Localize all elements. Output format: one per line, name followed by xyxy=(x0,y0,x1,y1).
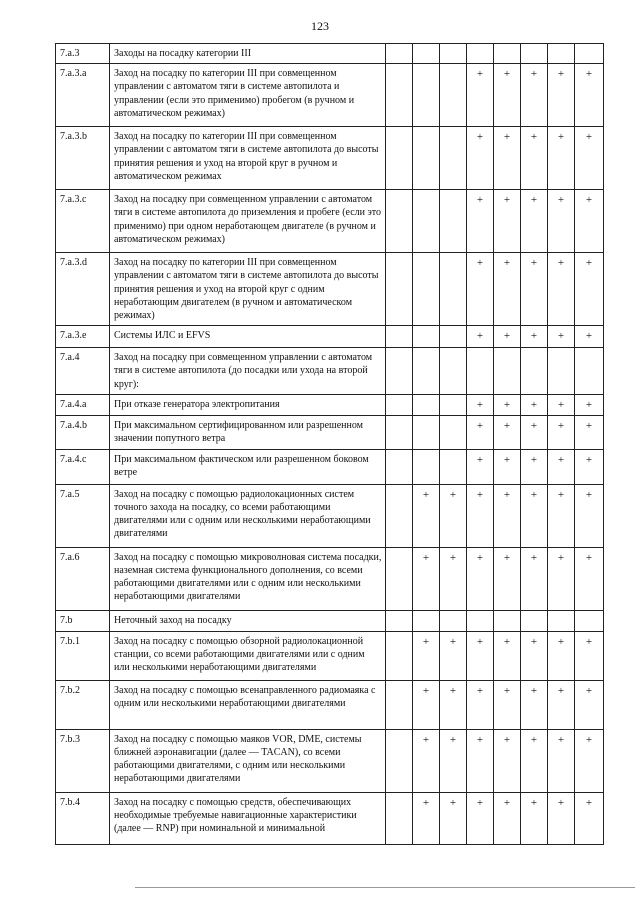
mark-cell xyxy=(386,190,413,253)
mark-cell: + xyxy=(467,792,494,844)
mark-cell xyxy=(494,348,521,395)
mark-cell: + xyxy=(413,631,440,680)
row-description: Заход на посадку при совмещенном управлении с автоматом тяги в системе автопилота (до посадки или ухода на второй круг): xyxy=(110,348,386,395)
mark-cell: + xyxy=(575,326,604,348)
row-description: При максимальном сертифицированном или разрешенном значении попутного ветра xyxy=(110,416,386,449)
row-description: Заход на посадку по категории III при совмещенном управлении с автоматом тяги в системе автопилота и управлении (если это применимо) пробегом (в ручном и автоматическом режимах) xyxy=(110,64,386,127)
mark-cell xyxy=(386,631,413,680)
mark-cell: + xyxy=(521,729,548,792)
mark-cell: + xyxy=(467,484,494,547)
row-description: Заход на посадку по категории III при совмещенном управлении с автоматом тяги в системе автопилота до высоты принятия решения и уход на второй круг с одним неработающим двигателем (в ручном и автоматическом режимах) xyxy=(110,253,386,326)
mark-cell xyxy=(440,253,467,326)
mark-cell xyxy=(440,348,467,395)
mark-cell: + xyxy=(548,395,575,416)
row-code: 7.a.3 xyxy=(56,44,110,64)
row-code: 7.b.1 xyxy=(56,631,110,680)
mark-cell: + xyxy=(467,395,494,416)
mark-cell xyxy=(440,449,467,484)
mark-cell: + xyxy=(467,64,494,127)
mark-cell: + xyxy=(521,253,548,326)
mark-cell: + xyxy=(494,631,521,680)
mark-cell xyxy=(440,326,467,348)
mark-cell: + xyxy=(494,395,521,416)
mark-cell: + xyxy=(575,190,604,253)
mark-cell xyxy=(386,253,413,326)
mark-cell: + xyxy=(575,547,604,610)
row-code: 7.a.4.c xyxy=(56,449,110,484)
row-code: 7.a.3.e xyxy=(56,326,110,348)
table-row xyxy=(56,44,604,64)
mark-cell xyxy=(413,395,440,416)
row-code: 7.b.4 xyxy=(56,792,110,844)
row-description: Заход на посадку с помощью средств, обеспечивающих необходимые требуемые навигационные характеристики (далее — RNP) при номинальной и минимальной xyxy=(110,792,386,844)
mark-cell xyxy=(386,449,413,484)
mark-cell: + xyxy=(413,484,440,547)
row-description: При максимальном фактическом или разрешенном боковом ветре xyxy=(110,449,386,484)
mark-cell: + xyxy=(575,484,604,547)
mark-cell: + xyxy=(521,449,548,484)
row-code: 7.a.5 xyxy=(56,484,110,547)
mark-cell: + xyxy=(548,190,575,253)
mark-cell xyxy=(413,416,440,449)
table-body xyxy=(56,44,604,845)
mark-cell xyxy=(386,416,413,449)
mark-cell: + xyxy=(521,64,548,127)
row-description: Заход на посадку при совмещенном управлении с автоматом тяги в системе автопилота до приземления и пробеге (если это применимо) при одном неработающем двигателе (в ручном и автоматическом режимах) xyxy=(110,190,386,253)
mark-cell xyxy=(440,44,467,64)
mark-cell xyxy=(575,44,604,64)
table-row xyxy=(56,253,604,326)
table-row xyxy=(56,792,604,844)
mark-cell: + xyxy=(548,680,575,729)
mark-cell xyxy=(413,610,440,631)
mark-cell: + xyxy=(548,64,575,127)
mark-cell: + xyxy=(494,547,521,610)
mark-cell xyxy=(386,348,413,395)
mark-cell xyxy=(440,610,467,631)
mark-cell xyxy=(521,44,548,64)
row-code: 7.a.3.b xyxy=(56,127,110,190)
mark-cell: + xyxy=(467,631,494,680)
mark-cell: + xyxy=(548,631,575,680)
mark-cell: + xyxy=(440,547,467,610)
row-code: 7.b.2 xyxy=(56,680,110,729)
mark-cell: + xyxy=(548,484,575,547)
mark-cell: + xyxy=(521,395,548,416)
mark-cell: + xyxy=(494,253,521,326)
table-row xyxy=(56,416,604,449)
table-row xyxy=(56,326,604,348)
mark-cell xyxy=(386,484,413,547)
table-row xyxy=(56,484,604,547)
mark-cell: + xyxy=(440,631,467,680)
mark-cell xyxy=(413,326,440,348)
table-row xyxy=(56,631,604,680)
mark-cell xyxy=(386,610,413,631)
mark-cell xyxy=(413,190,440,253)
mark-cell: + xyxy=(575,449,604,484)
mark-cell: + xyxy=(467,416,494,449)
table-row xyxy=(56,547,604,610)
mark-cell: + xyxy=(494,127,521,190)
table-row xyxy=(56,395,604,416)
mark-cell xyxy=(386,44,413,64)
mark-cell: + xyxy=(494,64,521,127)
mark-cell: + xyxy=(548,253,575,326)
mark-cell xyxy=(440,190,467,253)
table-row xyxy=(56,348,604,395)
bottom-rule xyxy=(135,887,635,888)
row-description: Заход на посадку с помощью обзорной радиолокационной станции, со всеми работающими двигателями или с одним или несколькими неработающими двигателями xyxy=(110,631,386,680)
mark-cell: + xyxy=(494,680,521,729)
mark-cell: + xyxy=(521,416,548,449)
table-row xyxy=(56,127,604,190)
mark-cell: + xyxy=(575,792,604,844)
mark-cell: + xyxy=(521,792,548,844)
table-row xyxy=(56,729,604,792)
table-row xyxy=(56,190,604,253)
mark-cell xyxy=(521,348,548,395)
row-code: 7.a.4.a xyxy=(56,395,110,416)
mark-cell: + xyxy=(494,449,521,484)
row-code: 7.a.4 xyxy=(56,348,110,395)
row-description: Заход на посадку с помощью всенаправленного радиомаяка с одним или несколькими неработающими двигателями xyxy=(110,680,386,729)
mark-cell xyxy=(413,127,440,190)
mark-cell xyxy=(413,64,440,127)
row-description: Заход на посадку с помощью маяков VOR, DME, системы ближней аэронавигации (далее — TACAN), со всеми работающими двигателями, с одним или несколькими неработающими двигателями xyxy=(110,729,386,792)
mark-cell: + xyxy=(521,547,548,610)
mark-cell xyxy=(440,64,467,127)
mark-cell: + xyxy=(440,729,467,792)
mark-cell xyxy=(386,326,413,348)
mark-cell xyxy=(386,792,413,844)
mark-cell: + xyxy=(494,416,521,449)
mark-cell: + xyxy=(548,127,575,190)
table-row xyxy=(56,610,604,631)
mark-cell: + xyxy=(467,127,494,190)
mark-cell xyxy=(413,44,440,64)
mark-cell: + xyxy=(413,680,440,729)
mark-cell: + xyxy=(521,326,548,348)
mark-cell: + xyxy=(440,792,467,844)
mark-cell xyxy=(467,44,494,64)
row-code: 7.b xyxy=(56,610,110,631)
mark-cell xyxy=(521,610,548,631)
requirements-table xyxy=(55,43,604,845)
mark-cell: + xyxy=(548,729,575,792)
mark-cell xyxy=(386,680,413,729)
mark-cell: + xyxy=(575,395,604,416)
mark-cell: + xyxy=(575,253,604,326)
mark-cell: + xyxy=(575,416,604,449)
mark-cell: + xyxy=(494,729,521,792)
mark-cell: + xyxy=(521,680,548,729)
page-number: 123 xyxy=(311,19,329,33)
mark-cell xyxy=(386,127,413,190)
row-description: Системы ИЛС и EFVS xyxy=(110,326,386,348)
row-code: 7.a.3.d xyxy=(56,253,110,326)
mark-cell: + xyxy=(494,792,521,844)
mark-cell: + xyxy=(548,326,575,348)
mark-cell xyxy=(494,44,521,64)
mark-cell xyxy=(548,348,575,395)
row-code: 7.a.3.a xyxy=(56,64,110,127)
mark-cell: + xyxy=(467,326,494,348)
mark-cell xyxy=(440,416,467,449)
mark-cell xyxy=(494,610,521,631)
mark-cell: + xyxy=(467,547,494,610)
mark-cell: + xyxy=(575,729,604,792)
mark-cell: + xyxy=(521,484,548,547)
mark-cell: + xyxy=(467,190,494,253)
mark-cell xyxy=(413,449,440,484)
mark-cell xyxy=(386,729,413,792)
mark-cell xyxy=(467,348,494,395)
mark-cell: + xyxy=(413,792,440,844)
mark-cell: + xyxy=(467,253,494,326)
mark-cell xyxy=(548,44,575,64)
row-description: Неточный заход на посадку xyxy=(110,610,386,631)
mark-cell: + xyxy=(494,190,521,253)
mark-cell: + xyxy=(548,449,575,484)
row-code: 7.a.3.c xyxy=(56,190,110,253)
mark-cell: + xyxy=(548,792,575,844)
mark-cell xyxy=(548,610,575,631)
mark-cell: + xyxy=(467,680,494,729)
row-code: 7.a.4.b xyxy=(56,416,110,449)
mark-cell: + xyxy=(575,680,604,729)
mark-cell xyxy=(440,395,467,416)
row-description: Заход на посадку с помощью радиолокационных систем точного захода на посадку, со всеми работающими двигателями или с одним или несколькими неработающими двигателями xyxy=(110,484,386,547)
row-description: Заходы на посадку категории III xyxy=(110,44,386,64)
mark-cell: + xyxy=(467,729,494,792)
mark-cell: + xyxy=(440,680,467,729)
mark-cell xyxy=(575,348,604,395)
mark-cell: + xyxy=(413,547,440,610)
row-description: Заход на посадку с помощью микроволновая система посадки, наземная система функционального дополнения, со всеми работающими двигателями или с одним или несколькими неработающими двигателями xyxy=(110,547,386,610)
mark-cell: + xyxy=(494,326,521,348)
mark-cell: + xyxy=(575,631,604,680)
mark-cell xyxy=(386,64,413,127)
table-row xyxy=(56,64,604,127)
mark-cell: + xyxy=(413,729,440,792)
row-description: При отказе генератора электропитания xyxy=(110,395,386,416)
mark-cell: + xyxy=(575,64,604,127)
mark-cell: + xyxy=(548,416,575,449)
mark-cell: + xyxy=(467,449,494,484)
row-code: 7.a.6 xyxy=(56,547,110,610)
row-code: 7.b.3 xyxy=(56,729,110,792)
mark-cell: + xyxy=(521,127,548,190)
mark-cell: + xyxy=(548,547,575,610)
mark-cell xyxy=(467,610,494,631)
mark-cell xyxy=(413,253,440,326)
mark-cell xyxy=(575,610,604,631)
table-row xyxy=(56,680,604,729)
mark-cell: + xyxy=(575,127,604,190)
mark-cell xyxy=(386,395,413,416)
mark-cell: + xyxy=(521,190,548,253)
mark-cell xyxy=(440,127,467,190)
row-description: Заход на посадку по категории III при совмещенном управлении с автоматом тяги в системе автопилота до высоты принятия решения и уход на второй круг в ручном и автоматическом режимах xyxy=(110,127,386,190)
mark-cell: + xyxy=(494,484,521,547)
table-row xyxy=(56,449,604,484)
mark-cell xyxy=(386,547,413,610)
mark-cell: + xyxy=(440,484,467,547)
mark-cell: + xyxy=(521,631,548,680)
mark-cell xyxy=(413,348,440,395)
